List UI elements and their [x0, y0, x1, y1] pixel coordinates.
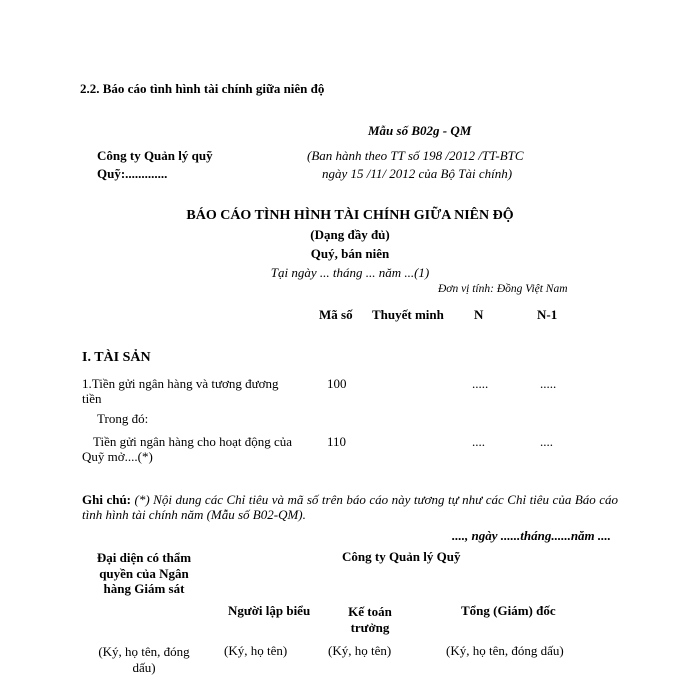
fund-label: Quỹ:............. — [97, 166, 168, 181]
row-value-n1: ..... — [540, 376, 557, 391]
bank-representative-title: Đại diện có thẩm quyền của Ngân hàng Giám sát — [96, 550, 192, 597]
issued-line-2: ngày 15 /11/ 2012 của Bộ Tài chính) — [322, 166, 513, 181]
company-label: Công ty Quản lý quỹ — [97, 148, 213, 163]
row-code: 100 — [327, 376, 347, 391]
row-value-n: .... — [472, 434, 485, 449]
report-subtitle: (Dạng đầy đủ) — [310, 227, 390, 242]
period: Quý, bán niên — [310, 246, 390, 261]
note-label: Ghi chú: — [82, 492, 132, 507]
director-signature-note: (Ký, họ tên, đóng dấu) — [446, 643, 564, 658]
row-value-n: ..... — [472, 376, 489, 391]
accountant-signature-note: (Ký, họ tên) — [328, 643, 392, 658]
header-n: N — [474, 307, 484, 322]
note-text: (*) Nội dung các Chỉ tiêu và mã số trên báo cáo này tương tự như các Chỉ tiêu của Báo cáo tình hình tài chính năm (Mẫu số B02-QM). — [82, 492, 619, 522]
unit-line: Đơn vị tính: Đồng Việt Nam — [438, 283, 568, 295]
issued-line-1: (Ban hành theo TT số 198 /2012 /TT-BTC — [307, 148, 524, 163]
section-heading: 2.2. Báo cáo tình hình tài chính giữa niên độ — [80, 81, 325, 96]
section-assets: I. TÀI SẢN — [82, 350, 151, 365]
row-code: 110 — [327, 434, 347, 449]
header-note: Thuyết minh — [372, 307, 444, 322]
header-n1: N-1 — [537, 307, 558, 322]
note-block — [82, 493, 618, 523]
director-title: Tổng (Giám) đốc — [461, 603, 556, 618]
accountant-title: Kế toán trưởng — [348, 604, 392, 636]
bank-signature-note: (Ký, họ tên, đóng dấu) — [98, 644, 190, 676]
form-code: Mẫu số B02g - QM — [368, 123, 472, 138]
header-code: Mã số — [319, 307, 353, 322]
preparer-signature-note: (Ký, họ tên) — [224, 643, 288, 658]
row-label: 1.Tiền gửi ngân hàng và tương đương tiền — [82, 376, 279, 406]
company-title: Công ty Quản lý Quỹ — [342, 549, 461, 564]
row-value-n1: .... — [540, 434, 553, 449]
report-title: BÁO CÁO TÌNH HÌNH TÀI CHÍNH GIỮA NIÊN ĐỘ — [186, 208, 514, 223]
row-label: Tiền gửi ngân hàng cho hoạt động của Quỹ mở....(*) — [82, 434, 293, 464]
preparer-title: Người lập biểu — [228, 603, 311, 618]
row-label-subheading: Trong đó: — [97, 411, 149, 426]
sign-date: ...., ngày ......tháng......năm .... — [452, 528, 611, 543]
date-line: Tại ngày ... tháng ... năm ...(1) — [270, 265, 430, 280]
